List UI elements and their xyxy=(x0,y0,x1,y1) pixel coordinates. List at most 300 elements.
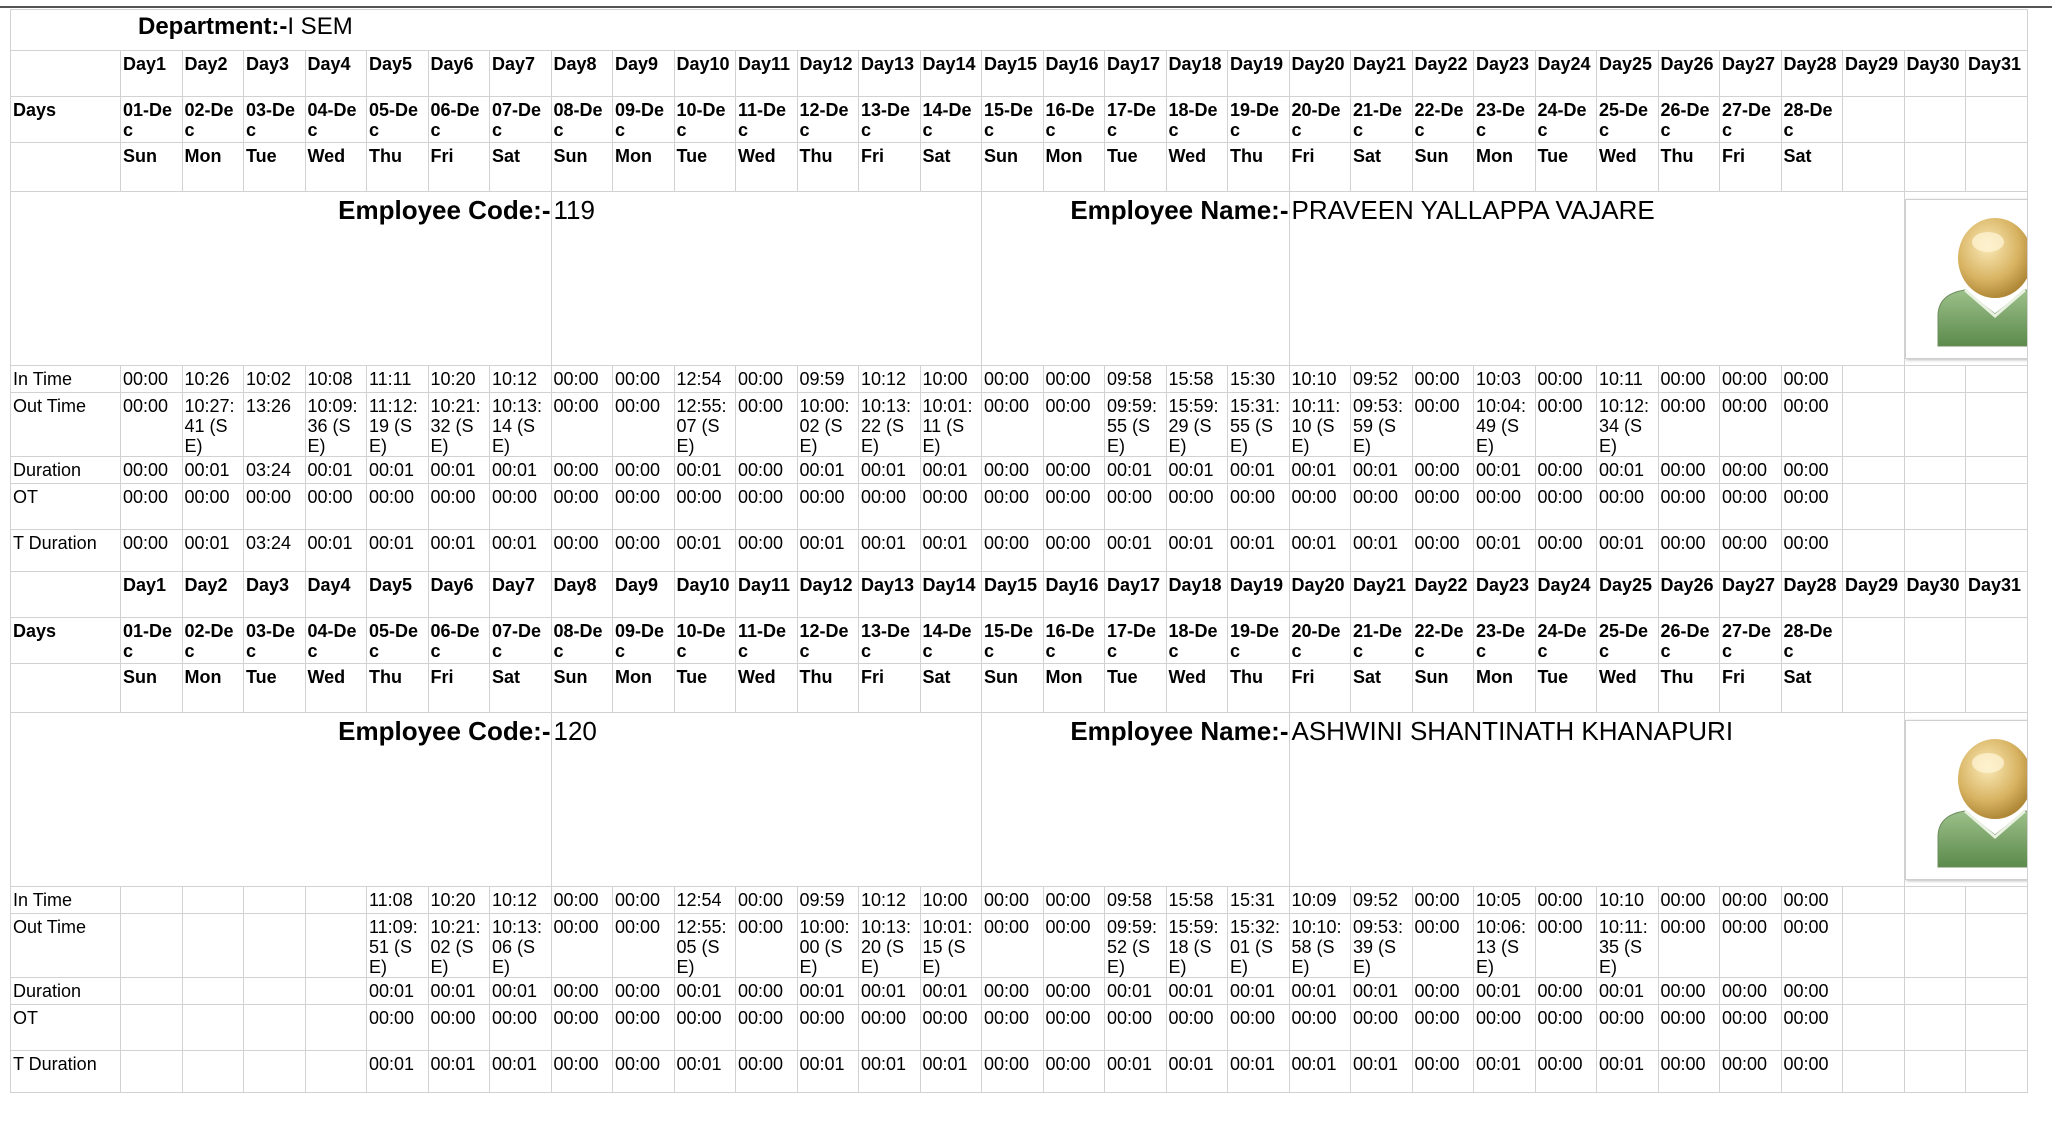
weekday-cell xyxy=(1966,664,2028,713)
ot-cell: 00:00 xyxy=(982,1005,1044,1051)
day-header-cell: Day24 xyxy=(1535,572,1597,618)
date-cell: 13-Dec xyxy=(859,97,921,143)
in-time-cell: 00:00 xyxy=(121,366,183,393)
day-header-cell: Day26 xyxy=(1658,51,1720,97)
t-duration-cell xyxy=(244,1051,306,1093)
date-cell: 16-Dec xyxy=(1043,618,1105,664)
duration-cell xyxy=(182,978,244,1005)
in-time-cell: 00:00 xyxy=(982,887,1044,914)
date-cell: 15-Dec xyxy=(982,97,1044,143)
ot-cell xyxy=(1843,484,1905,530)
t-duration-cell: 00:00 xyxy=(1043,530,1105,572)
ot-cell: 00:00 xyxy=(1412,484,1474,530)
t-duration-cell: 00:01 xyxy=(182,530,244,572)
date-cell: 04-Dec xyxy=(305,97,367,143)
duration-cell: 00:00 xyxy=(1781,457,1843,484)
ot-cell: 00:00 xyxy=(1289,1005,1351,1051)
t-duration-cell: 00:01 xyxy=(920,1051,982,1093)
weekday-cell: Wed xyxy=(305,143,367,192)
day-header-cell: Day12 xyxy=(797,572,859,618)
ot-cell: 00:00 xyxy=(244,484,306,530)
date-cell: 17-Dec xyxy=(1105,97,1167,143)
in-time-cell xyxy=(182,887,244,914)
in-time-cell: 11:08 xyxy=(367,887,429,914)
ot-cell: 00:00 xyxy=(859,484,921,530)
department-value: I SEM xyxy=(287,13,353,40)
in-time-cell: 10:26 xyxy=(182,366,244,393)
date-cell: 24-Dec xyxy=(1535,618,1597,664)
day-header-cell: Day2 xyxy=(182,572,244,618)
duration-cell: 00:00 xyxy=(1043,457,1105,484)
out-time-cell xyxy=(305,914,367,978)
ot-cell xyxy=(1843,1005,1905,1051)
t-duration-cell: 00:01 xyxy=(859,530,921,572)
weekday-cell: Sat xyxy=(920,143,982,192)
day-header-cell: Day18 xyxy=(1166,51,1228,97)
day-header-cell: Day17 xyxy=(1105,51,1167,97)
duration-cell: 00:01 xyxy=(428,457,490,484)
date-cell: 28-Dec xyxy=(1781,618,1843,664)
date-cell: 22-Dec xyxy=(1412,97,1474,143)
employee-photo-cell xyxy=(1904,713,2027,887)
days-label: Days xyxy=(11,97,121,143)
in-time-cell: 09:52 xyxy=(1351,887,1413,914)
out-time-row xyxy=(11,914,2028,978)
employee-name-label: Employee Name:- xyxy=(1070,716,1289,746)
weekday-cell: Tue xyxy=(674,664,736,713)
day-header-row xyxy=(11,51,2028,97)
ot-cell: 00:00 xyxy=(367,1005,429,1051)
date-cell: 26-Dec xyxy=(1658,618,1720,664)
duration-cell: 00:01 xyxy=(182,457,244,484)
duration-cell: 00:00 xyxy=(1781,978,1843,1005)
ot-cell: 00:00 xyxy=(1351,484,1413,530)
duration-cell: 00:01 xyxy=(1597,978,1659,1005)
duration-cell: 00:01 xyxy=(1474,978,1536,1005)
day-header-cell: Day22 xyxy=(1412,51,1474,97)
t-duration-cell: 00:01 xyxy=(797,1051,859,1093)
ot-cell xyxy=(121,1005,183,1051)
t-duration-cell xyxy=(121,1051,183,1093)
ot-cell xyxy=(1904,1005,1966,1051)
date-cell: 12-Dec xyxy=(797,97,859,143)
out-time-cell: 15:59:18 (SE) xyxy=(1166,914,1228,978)
date-cell: 03-Dec xyxy=(244,97,306,143)
t-duration-cell: 00:01 xyxy=(1597,1051,1659,1093)
out-time-cell: 15:59:29 (SE) xyxy=(1166,393,1228,457)
t-duration-cell: 00:01 xyxy=(490,1051,552,1093)
date-cell: 22-Dec xyxy=(1412,618,1474,664)
duration-cell: 00:01 xyxy=(1289,457,1351,484)
date-cell: 12-Dec xyxy=(797,618,859,664)
ot-cell: 00:00 xyxy=(305,484,367,530)
out-time-cell: 00:00 xyxy=(1412,914,1474,978)
day-header-cell: Day31 xyxy=(1966,572,2028,618)
ot-cell: 00:00 xyxy=(613,484,675,530)
weekday-cell: Sun xyxy=(1412,664,1474,713)
t-duration-cell: 00:00 xyxy=(1412,1051,1474,1093)
employee-name-label-cell xyxy=(982,713,1290,887)
duration-cell: 00:00 xyxy=(982,457,1044,484)
weekday-cell: Wed xyxy=(1166,143,1228,192)
day-header-cell: Day1 xyxy=(121,572,183,618)
attendance-sheet xyxy=(10,9,2028,1093)
ot-cell: 00:00 xyxy=(736,1005,798,1051)
duration-cell: 00:00 xyxy=(551,457,613,484)
date-cell: 05-Dec xyxy=(367,618,429,664)
ot-cell: 00:00 xyxy=(1658,1005,1720,1051)
in-time-cell: 09:58 xyxy=(1105,366,1167,393)
duration-cell: 00:01 xyxy=(674,978,736,1005)
t-duration-cell: 00:01 xyxy=(367,530,429,572)
day-header-cell: Day11 xyxy=(736,572,798,618)
t-duration-cell: 00:00 xyxy=(613,1051,675,1093)
t-duration-cell: 00:01 xyxy=(1228,1051,1290,1093)
ot-cell: 00:00 xyxy=(1166,1005,1228,1051)
in-time-row xyxy=(11,887,2028,914)
in-time-cell xyxy=(305,887,367,914)
duration-row xyxy=(11,978,2028,1005)
out-time-cell: 15:31:55 (SE) xyxy=(1228,393,1290,457)
date-cell: 06-Dec xyxy=(428,97,490,143)
employee-name-label: Employee Name:- xyxy=(1070,195,1289,225)
weekday-cell xyxy=(1904,664,1966,713)
weekday-cell: Fri xyxy=(1289,143,1351,192)
ot-cell: 00:00 xyxy=(182,484,244,530)
out-time-cell: 10:13:14 (SE) xyxy=(490,393,552,457)
out-time-cell: 10:13:20 (SE) xyxy=(859,914,921,978)
t-duration-cell: 00:01 xyxy=(1166,1051,1228,1093)
out-time-cell: 10:11:35 (SE) xyxy=(1597,914,1659,978)
employee-code-value-cell xyxy=(551,192,982,366)
in-time-cell xyxy=(244,887,306,914)
in-time-cell: 09:59 xyxy=(797,887,859,914)
out-time-cell xyxy=(1904,914,1966,978)
weekday-cell: Fri xyxy=(859,143,921,192)
in-time-cell: 00:00 xyxy=(1720,887,1782,914)
weekday-cell: Thu xyxy=(367,664,429,713)
day-header-cell: Day24 xyxy=(1535,51,1597,97)
ot-cell: 00:00 xyxy=(551,1005,613,1051)
weekday-row xyxy=(11,143,2028,192)
weekday-cell: Tue xyxy=(1535,664,1597,713)
t-duration-cell: 00:01 xyxy=(1597,530,1659,572)
weekday-cell: Thu xyxy=(1658,143,1720,192)
ot-cell: 00:00 xyxy=(367,484,429,530)
weekday-cell: Fri xyxy=(1289,664,1351,713)
user-avatar-icon xyxy=(1905,720,2028,880)
in-time-cell: 10:09 xyxy=(1289,887,1351,914)
duration-cell: 00:01 xyxy=(1351,978,1413,1005)
department-row xyxy=(11,10,2028,51)
out-time-cell: 09:59:52 (SE) xyxy=(1105,914,1167,978)
out-time-cell: 15:32:01 (SE) xyxy=(1228,914,1290,978)
t-duration-cell: 00:01 xyxy=(1289,530,1351,572)
t-duration-cell: 00:00 xyxy=(1658,530,1720,572)
date-cell xyxy=(1904,618,1966,664)
duration-cell: 00:01 xyxy=(920,457,982,484)
out-time-cell: 00:00 xyxy=(736,914,798,978)
department-label: Department:- xyxy=(138,13,288,40)
out-time-cell: 00:00 xyxy=(1535,393,1597,457)
ot-cell: 00:00 xyxy=(613,1005,675,1051)
ot-cell: 00:00 xyxy=(1105,1005,1167,1051)
ot-cell xyxy=(1966,484,2028,530)
duration-cell xyxy=(244,978,306,1005)
date-cell: 18-Dec xyxy=(1166,97,1228,143)
out-time-cell: 10:00:02 (SE) xyxy=(797,393,859,457)
in-time-cell: 00:00 xyxy=(1720,366,1782,393)
weekday-cell xyxy=(1843,664,1905,713)
day-header-cell: Day16 xyxy=(1043,51,1105,97)
out-time-cell: 10:10:58 (SE) xyxy=(1289,914,1351,978)
in-time-cell: 09:59 xyxy=(797,366,859,393)
day-header-cell: Day27 xyxy=(1720,51,1782,97)
in-time-cell: 10:00 xyxy=(920,366,982,393)
date-cell: 20-Dec xyxy=(1289,97,1351,143)
t-duration-cell: 00:01 xyxy=(859,1051,921,1093)
weekday-cell: Mon xyxy=(1474,143,1536,192)
t-duration-cell: 00:01 xyxy=(490,530,552,572)
duration-cell: 00:00 xyxy=(613,978,675,1005)
ot-cell: 00:00 xyxy=(1474,484,1536,530)
employee-photo-cell xyxy=(1904,192,2027,366)
weekday-cell: Thu xyxy=(797,664,859,713)
day-header-cell: Day25 xyxy=(1597,572,1659,618)
date-cell: 04-Dec xyxy=(305,618,367,664)
date-cell: 01-Dec xyxy=(121,618,183,664)
duration-cell: 00:01 xyxy=(490,978,552,1005)
duration-cell: 00:01 xyxy=(859,978,921,1005)
out-time-cell: 10:00:00 (SE) xyxy=(797,914,859,978)
date-cell: 10-Dec xyxy=(674,97,736,143)
ot-cell xyxy=(1966,1005,2028,1051)
day-header-cell: Day3 xyxy=(244,572,306,618)
weekday-cell: Thu xyxy=(1228,143,1290,192)
duration-cell: 00:01 xyxy=(367,457,429,484)
weekday-cell: Tue xyxy=(1105,664,1167,713)
weekday-cell: Wed xyxy=(1597,664,1659,713)
day-header-cell: Day5 xyxy=(367,51,429,97)
date-row xyxy=(11,618,2028,664)
date-cell: 09-Dec xyxy=(613,618,675,664)
weekday-cell: Fri xyxy=(1720,664,1782,713)
out-time-cell: 11:09:51 (SE) xyxy=(367,914,429,978)
out-time-cell: 12:55:05 (SE) xyxy=(674,914,736,978)
in-time-cell: 10:20 xyxy=(428,366,490,393)
in-time-cell: 10:12 xyxy=(490,366,552,393)
weekday-cell: Sun xyxy=(121,664,183,713)
weekday-cell: Tue xyxy=(1105,143,1167,192)
in-time-cell: 00:00 xyxy=(1781,366,1843,393)
date-cell: 18-Dec xyxy=(1166,618,1228,664)
out-time-cell: 00:00 xyxy=(1720,914,1782,978)
employee-code-value: 119 xyxy=(553,195,595,225)
in-time-cell: 10:12 xyxy=(859,366,921,393)
ot-cell: 00:00 xyxy=(551,484,613,530)
in-time-cell: 12:54 xyxy=(674,366,736,393)
day-header-cell: Day29 xyxy=(1843,51,1905,97)
out-time-cell xyxy=(1966,393,2028,457)
ot-cell: 00:00 xyxy=(736,484,798,530)
date-cell: 02-Dec xyxy=(182,97,244,143)
ot-cell: 00:00 xyxy=(1535,1005,1597,1051)
date-cell: 17-Dec xyxy=(1105,618,1167,664)
duration-row xyxy=(11,457,2028,484)
in-time-cell: 00:00 xyxy=(1043,366,1105,393)
ot-cell: 00:00 xyxy=(1105,484,1167,530)
out-time-cell: 10:04:49 (SE) xyxy=(1474,393,1536,457)
t-duration-cell: 00:01 xyxy=(1166,530,1228,572)
day-header-cell: Day6 xyxy=(428,51,490,97)
day-header-cell: Day29 xyxy=(1843,572,1905,618)
weekday-cell: Sat xyxy=(490,143,552,192)
duration-cell: 00:01 xyxy=(1228,978,1290,1005)
ot-cell: 00:00 xyxy=(1228,1005,1290,1051)
t-duration-cell xyxy=(1966,530,2028,572)
t-duration-cell: 00:01 xyxy=(1351,1051,1413,1093)
in-time-cell: 00:00 xyxy=(1781,887,1843,914)
employee-code-label: Employee Code:- xyxy=(338,716,551,746)
top-rule xyxy=(0,6,2052,8)
weekday-corner-cell xyxy=(11,143,121,192)
t-duration-cell: 00:01 xyxy=(367,1051,429,1093)
weekday-cell: Mon xyxy=(182,143,244,192)
in-time-label: In Time xyxy=(11,366,121,393)
day-header-cell: Day18 xyxy=(1166,572,1228,618)
duration-cell: 00:01 xyxy=(859,457,921,484)
ot-cell: 00:00 xyxy=(1412,1005,1474,1051)
weekday-cell xyxy=(1843,143,1905,192)
day-header-cell: Day28 xyxy=(1781,51,1843,97)
weekday-cell: Thu xyxy=(1658,664,1720,713)
out-time-cell xyxy=(244,914,306,978)
out-time-cell: 00:00 xyxy=(1043,393,1105,457)
day-header-cell: Day3 xyxy=(244,51,306,97)
ot-cell xyxy=(182,1005,244,1051)
day-header-cell: Day20 xyxy=(1289,51,1351,97)
t-duration-cell: 00:01 xyxy=(1474,530,1536,572)
ot-row xyxy=(11,484,2028,530)
duration-cell: 00:00 xyxy=(1720,457,1782,484)
ot-cell: 00:00 xyxy=(920,1005,982,1051)
in-time-cell: 12:54 xyxy=(674,887,736,914)
day-header-cell: Day9 xyxy=(613,51,675,97)
day-header-cell: Day27 xyxy=(1720,572,1782,618)
day-header-cell: Day16 xyxy=(1043,572,1105,618)
day-header-cell: Day11 xyxy=(736,51,798,97)
in-time-cell: 15:58 xyxy=(1166,366,1228,393)
out-time-cell: 10:12:34 (SE) xyxy=(1597,393,1659,457)
ot-cell: 00:00 xyxy=(490,1005,552,1051)
duration-cell: 00:01 xyxy=(1166,978,1228,1005)
day-header-cell: Day19 xyxy=(1228,572,1290,618)
weekday-cell: Wed xyxy=(305,664,367,713)
in-time-cell: 15:58 xyxy=(1166,887,1228,914)
t-duration-cell xyxy=(1966,1051,2028,1093)
weekday-cell: Thu xyxy=(797,143,859,192)
duration-cell: 00:01 xyxy=(1474,457,1536,484)
out-time-cell: 00:00 xyxy=(551,393,613,457)
in-time-cell: 15:30 xyxy=(1228,366,1290,393)
in-time-cell: 00:00 xyxy=(736,887,798,914)
ot-cell: 00:00 xyxy=(797,1005,859,1051)
duration-cell xyxy=(1843,978,1905,1005)
duration-cell: 00:01 xyxy=(490,457,552,484)
day-header-cell: Day4 xyxy=(305,51,367,97)
ot-cell: 00:00 xyxy=(1351,1005,1413,1051)
in-time-cell: 00:00 xyxy=(1535,887,1597,914)
t-duration-cell: 00:01 xyxy=(428,1051,490,1093)
t-duration-cell: 00:01 xyxy=(1289,1051,1351,1093)
duration-cell: 00:00 xyxy=(1658,457,1720,484)
day-header-cell: Day21 xyxy=(1351,51,1413,97)
employee-code-label: Employee Code:- xyxy=(338,195,551,225)
in-time-cell: 00:00 xyxy=(1412,887,1474,914)
date-cell: 24-Dec xyxy=(1535,97,1597,143)
out-time-cell xyxy=(1904,393,1966,457)
duration-cell: 00:00 xyxy=(551,978,613,1005)
employee-code-value-cell xyxy=(551,713,982,887)
duration-cell: 00:01 xyxy=(1105,978,1167,1005)
out-time-cell: 11:12:19 (SE) xyxy=(367,393,429,457)
ot-cell xyxy=(305,1005,367,1051)
date-cell: 26-Dec xyxy=(1658,97,1720,143)
in-time-cell: 09:58 xyxy=(1105,887,1167,914)
employee-name-value-cell xyxy=(1289,713,1904,887)
date-cell: 11-Dec xyxy=(736,618,798,664)
out-time-cell: 10:21:02 (SE) xyxy=(428,914,490,978)
weekday-cell: Thu xyxy=(367,143,429,192)
day-header-cell: Day13 xyxy=(859,572,921,618)
weekday-cell: Wed xyxy=(736,143,798,192)
employee-name-value-cell xyxy=(1289,192,1904,366)
weekday-cell: Sat xyxy=(1781,143,1843,192)
weekday-cell: Mon xyxy=(613,664,675,713)
duration-cell: 00:01 xyxy=(1105,457,1167,484)
duration-cell: 00:01 xyxy=(1289,978,1351,1005)
weekday-row xyxy=(11,664,2028,713)
t-duration-cell: 00:01 xyxy=(1228,530,1290,572)
duration-cell xyxy=(1904,457,1966,484)
weekday-cell: Sat xyxy=(490,664,552,713)
in-time-cell: 00:00 xyxy=(982,366,1044,393)
date-cell: 27-Dec xyxy=(1720,97,1782,143)
date-cell: 05-Dec xyxy=(367,97,429,143)
day-header-cell: Day20 xyxy=(1289,572,1351,618)
ot-cell: 00:00 xyxy=(428,1005,490,1051)
in-time-cell: 10:10 xyxy=(1289,366,1351,393)
t-duration-cell xyxy=(1843,1051,1905,1093)
weekday-cell: Mon xyxy=(1043,664,1105,713)
ot-cell: 00:00 xyxy=(1043,484,1105,530)
date-cell: 19-Dec xyxy=(1228,618,1290,664)
out-time-cell: 10:21:32 (SE) xyxy=(428,393,490,457)
out-time-cell: 00:00 xyxy=(736,393,798,457)
out-time-cell: 10:06:13 (SE) xyxy=(1474,914,1536,978)
in-time-cell: 00:00 xyxy=(1043,887,1105,914)
in-time-cell: 15:31 xyxy=(1228,887,1290,914)
in-time-cell: 10:20 xyxy=(428,887,490,914)
days-label: Days xyxy=(11,618,121,664)
duration-cell: 00:00 xyxy=(1658,978,1720,1005)
weekday-cell: Mon xyxy=(1474,664,1536,713)
duration-cell xyxy=(121,978,183,1005)
out-time-cell: 12:55:07 (SE) xyxy=(674,393,736,457)
employee-name-value: PRAVEEN YALLAPPA VAJARE xyxy=(1291,195,1655,225)
t-duration-cell: 03:24 xyxy=(244,530,306,572)
out-time-row xyxy=(11,393,2028,457)
